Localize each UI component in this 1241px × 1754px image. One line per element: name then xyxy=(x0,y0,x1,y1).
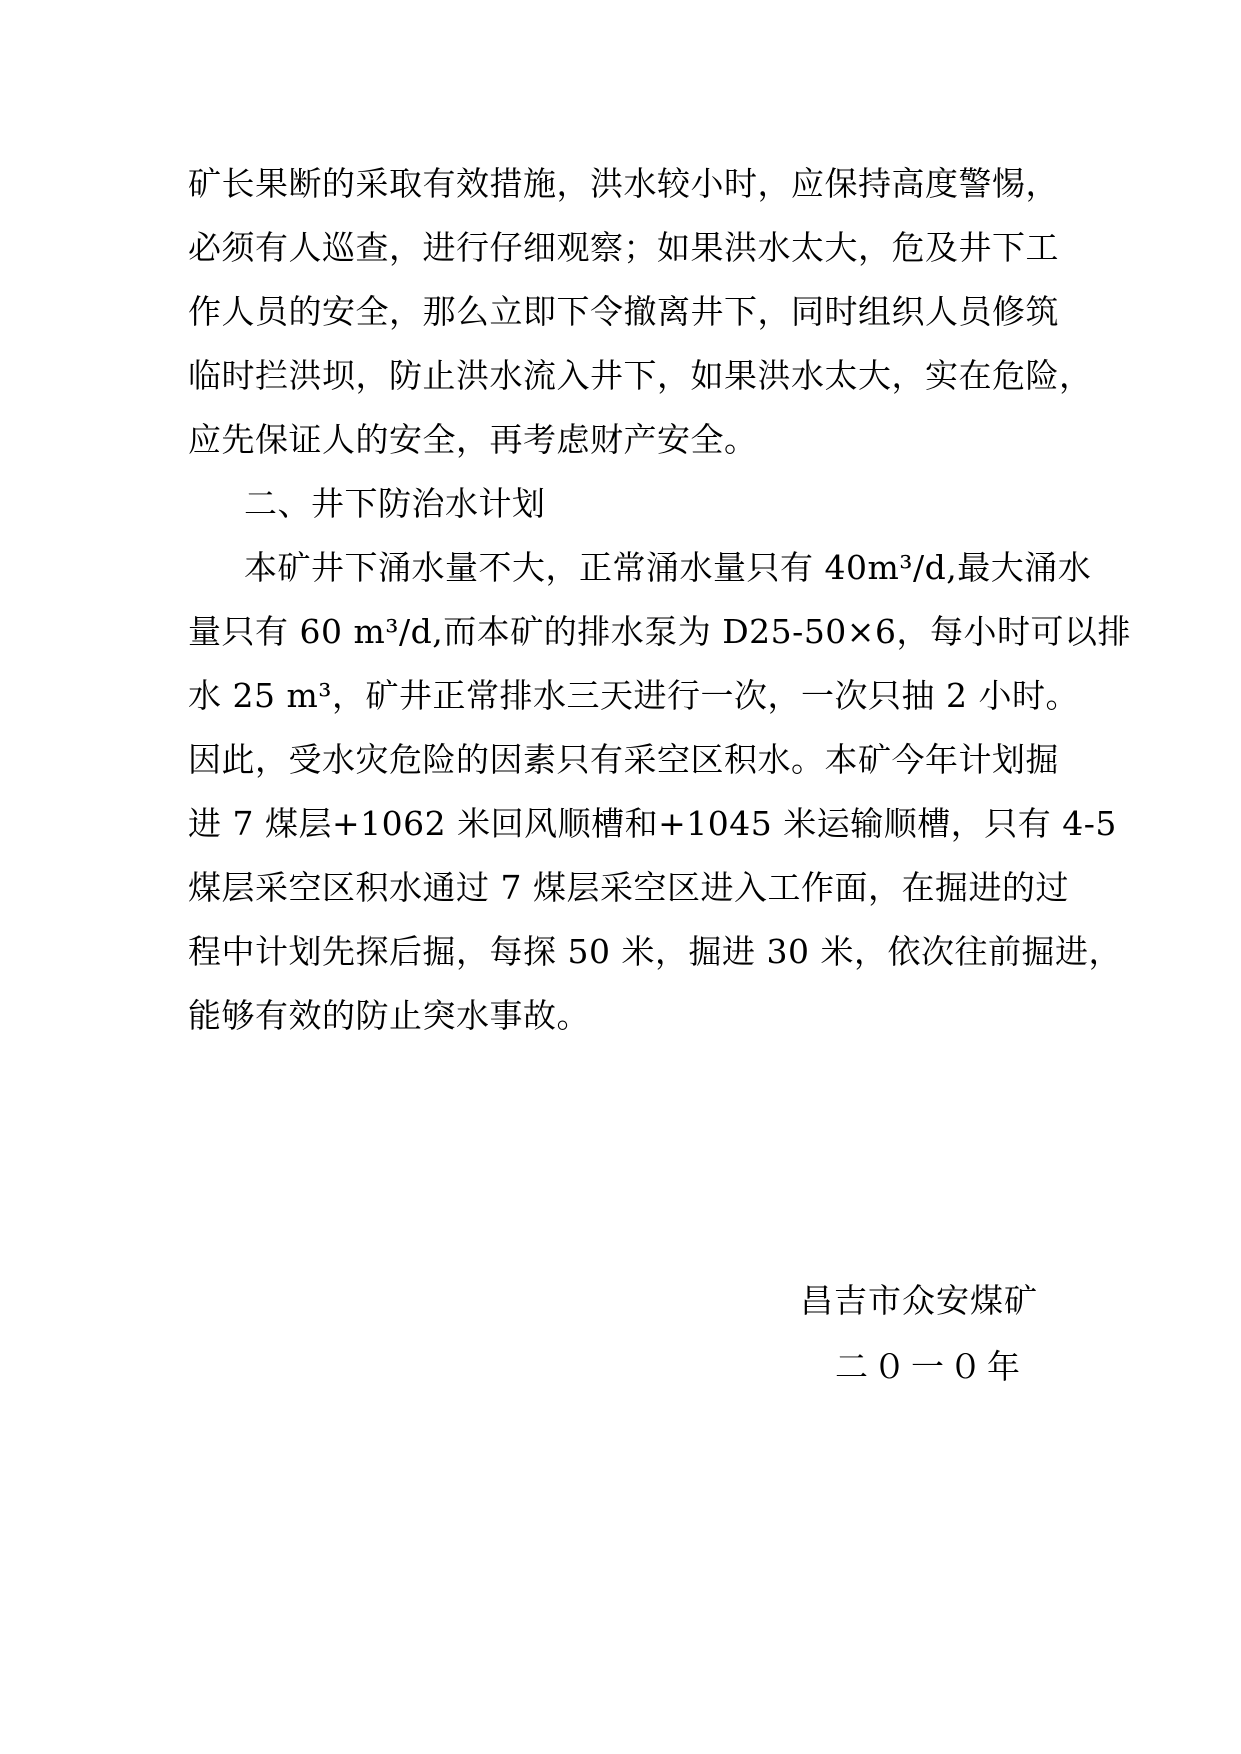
paragraph-line: 因此，受水灾危险的因素只有采空区积水。本矿今年计划掘 xyxy=(188,740,1059,779)
paragraph-line: 量只有 60 m³/d,而本矿的排水泵为 D25-50×6，每小时可以排 xyxy=(188,612,1131,651)
paragraph-line: 进 7 煤层+1062 米回风顺槽和+1045 米运输顺槽，只有 4-5 xyxy=(188,804,1117,843)
paragraph-line: 矿长果断的采取有效措施，洪水较小时，应保持高度警惕， xyxy=(188,164,1059,203)
paragraph-line: 应先保证人的安全，再考虑财产安全。 xyxy=(188,420,758,459)
signature-organization: 昌吉市众安煤矿 xyxy=(800,1281,1038,1320)
paragraph-line: 水 25 m³，矿井正常排水三天进行一次，一次只抽 2 小时。 xyxy=(188,676,1079,715)
section-heading: 二、井下防治水计划 xyxy=(244,484,546,523)
signature-date: 二０一０年 xyxy=(835,1347,1025,1386)
paragraph-line: 必须有人巡查，进行仔细观察；如果洪水太大，危及井下工 xyxy=(188,228,1059,267)
paragraph-line: 临时拦洪坝，防止洪水流入井下，如果洪水太大，实在危险， xyxy=(188,356,1093,395)
paragraph-line: 煤层采空区积水通过 7 煤层采空区进入工作面，在掘进的过 xyxy=(188,868,1069,907)
paragraph-line: 作人员的安全，那么立即下令撤离井下，同时组织人员修筑 xyxy=(188,292,1059,331)
document-body xyxy=(188,152,1131,1048)
paragraph-line: 能够有效的防止突水事故。 xyxy=(188,996,590,1035)
paragraph-line: 本矿井下涌水量不大，正常涌水量只有 40m³/d,最大涌水 xyxy=(244,548,1092,587)
paragraph-line: 程中计划先探后掘，每探 50 米，掘进 30 米，依次往前掘进， xyxy=(188,932,1122,971)
